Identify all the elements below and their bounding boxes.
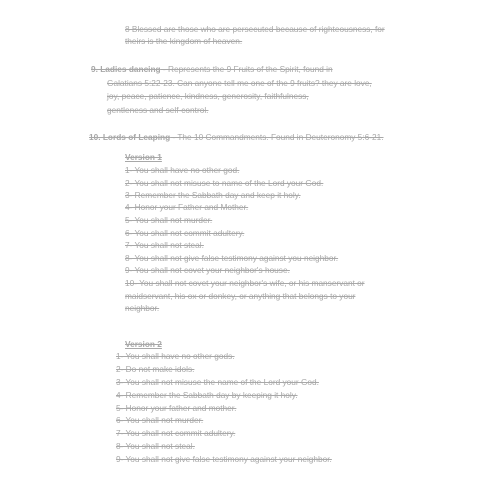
version-2-heading: Version 2 <box>125 339 162 349</box>
item-9-line: gentleness and self-control. <box>107 105 209 115</box>
commandment-line: 9- You shall not give false testimony against your neighbor. <box>116 454 332 464</box>
item-9-line: Galatians 5:22-23. Can anyone tell me one of the 9 fruits? they are love, <box>107 78 372 88</box>
item-9-line: joy, peace, patience, kindness, generosity, faithfulness, <box>107 91 309 101</box>
commandment-line: 7- You shall not commit adultery. <box>116 428 236 438</box>
commandment-line: 10- You shall not covet your neighbor's wife, or his manservant or <box>125 278 365 288</box>
commandment-line: 8- You shall not steal. <box>116 441 195 451</box>
commandment-line: 2- Do not make idols. <box>116 364 195 374</box>
commandment-line: 3- You shall not misuse the name of the Lord your God. <box>116 377 319 387</box>
version-1-heading: Version 1 <box>125 152 162 162</box>
item-9-line <box>91 63 333 75</box>
commandment-line: 3- Remember the Sabbath day and keep it holy. <box>125 190 301 200</box>
commandment-line: 4- Remember the Sabbath day by keeping it holy. <box>116 390 298 400</box>
item-10-label: 10. Lords of Leaping <box>89 132 171 142</box>
commandment-line: 5- You shall not murder. <box>125 215 213 225</box>
commandment-line: maidservant, his ox or donkey, or anything that belongs to your <box>125 291 356 301</box>
commandment-line: 1- You shall have no other god. <box>125 165 240 175</box>
beatitude-line: theirs is the kingdom of heaven. <box>125 36 243 46</box>
item-9-label: 9. Ladies dancing <box>91 64 161 74</box>
commandment-line: 4- Honor your Father and Mother. <box>125 202 249 212</box>
item-9-lead: - Represents the 9 Fruits of the Spirit, found in <box>160 64 333 74</box>
commandment-line: 6- You shall not murder. <box>116 415 204 425</box>
commandment-line: 2- You shall not misuse to name of the Lord your God. <box>125 178 324 188</box>
commandment-line: 6- You shall not commit adultery. <box>125 228 245 238</box>
beatitude-line: 8 Blessed are those who are persecuted because of righteousness, for <box>125 24 385 34</box>
item-10-text: - The 10 Commandments. Found in Deuteronomy 5:6-21. <box>170 132 384 142</box>
item-10-line <box>89 131 384 143</box>
commandment-line: 9- You shall not covet your neighbor's house. <box>125 265 290 275</box>
commandment-line: 1- You shall have no other gods. <box>116 351 235 361</box>
commandment-line: 8- You shall not give false testimony against you neighbor. <box>125 253 339 263</box>
commandment-line: 7- You shall not steal. <box>125 240 204 250</box>
commandment-line: 5- Honor your father and mother. <box>116 403 237 413</box>
commandment-line: neighbor. <box>125 303 160 313</box>
